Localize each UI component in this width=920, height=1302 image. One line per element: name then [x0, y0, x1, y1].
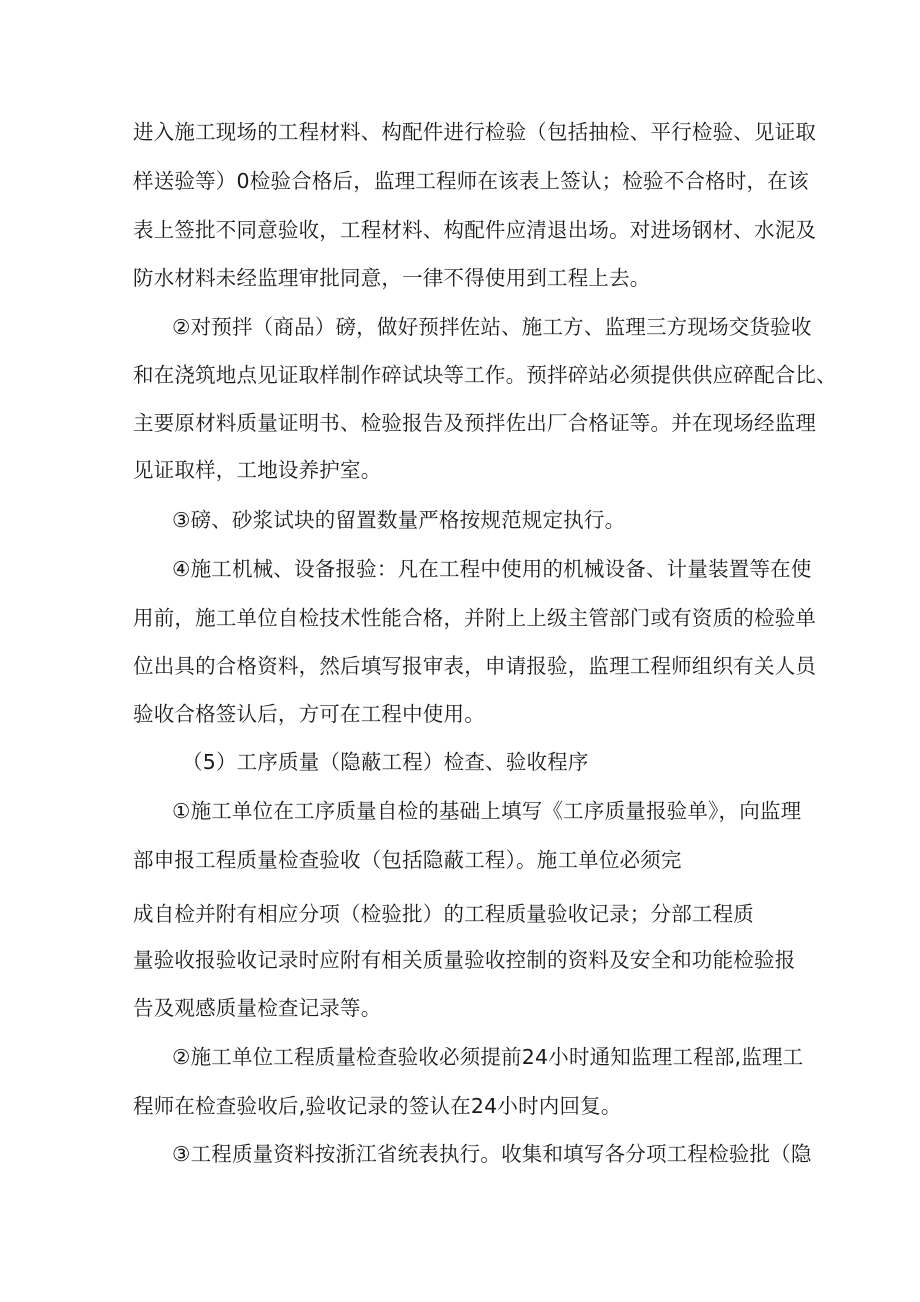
- paragraph-line: ②对预拌（商品）磅，做好预拌佐站、施工方、监理三方现场交货验收: [172, 315, 812, 339]
- paragraph-line: ①施工单位在工序质量自检的基础上填写《工序质量报验单》，向监理: [172, 799, 802, 823]
- paragraph-line: ③工程质量资料按浙江省统表执行。收集和填写各分项工程检验批（隐: [172, 1142, 812, 1166]
- paragraph-line: 成自检并附有相应分项（检验批）的工程质量验收记录；分部工程质: [133, 902, 754, 926]
- paragraph-line: 验收合格签认后，方可在工程中使用。: [133, 702, 485, 726]
- paragraph-line: 样送验等）0检验合格后，监理工程师在该表上签认；检验不合格时，在该: [133, 169, 809, 193]
- paragraph-line: 量验收报验收记录时应附有相关质量验收控制的资料及安全和功能检验报: [133, 948, 796, 972]
- paragraph-line: 程师在检查验收后,验收记录的签认在24小时内回复。: [133, 1094, 622, 1118]
- paragraph-line: ④施工机械、设备报验：凡在工程中使用的机械设备、计量装置等在使: [172, 557, 812, 581]
- paragraph-line: 防水材料未经监理审批同意，一律不得使用到工程上去。: [133, 266, 651, 290]
- section-heading: （5）工序质量（隐蔽工程）检查、验收程序: [182, 750, 589, 774]
- paragraph-line: 见证取样，工地设养护室。: [133, 458, 382, 482]
- paragraph-line: 进入施工现场的工程材料、构配件进行检验（包括抽检、平行检验、见证取: [133, 120, 817, 144]
- paragraph-line: 告及观感质量检查记录等。: [133, 996, 382, 1020]
- paragraph-line: ②施工单位工程质量检查验收必须提前24小时通知监理工程部,监理工: [172, 1045, 804, 1069]
- paragraph-line: 和在浇筑地点见证取样制作碎试块等工作。预拌碎站必须提供供应碎配合比、: [133, 363, 837, 387]
- paragraph-line: ③磅、砂浆试块的留置数量严格按规范规定执行。: [172, 508, 626, 532]
- paragraph-line: 用前，施工单位自检技术性能合格，并附上上级主管部门或有资质的检验单: [133, 606, 817, 630]
- paragraph-line: 位出具的合格资料，然后填写报审表，申请报验，监理工程师组织有关人员: [133, 654, 817, 678]
- paragraph-line: 表上签批不同意验收，工程材料、构配件应清退出场。对进场钢材、水泥及: [133, 218, 817, 242]
- paragraph-line: 主要原材料质量证明书、检验报告及预拌佐出厂合格证等。并在现场经监理: [133, 411, 817, 435]
- paragraph-line: 部申报工程质量检查验收（包括隐蔽工程）。施工单位必须完: [133, 848, 682, 872]
